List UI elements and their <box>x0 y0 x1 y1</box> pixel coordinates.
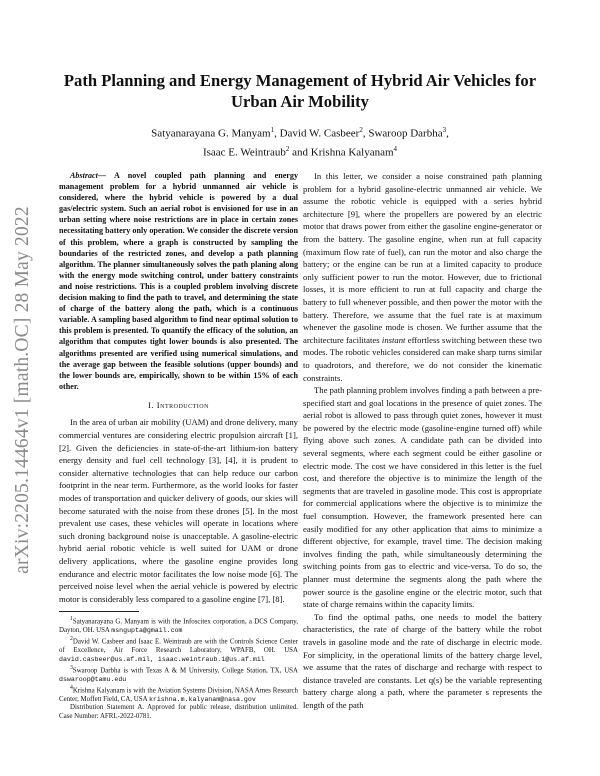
abstract <box>59 170 298 392</box>
footnote-5: Distribution Statement A. Approved for public release, distribution unlimited. Case Number: AFRL-2022-0781. <box>59 704 298 720</box>
author-name: Isaac E. Weintraub <box>202 146 286 159</box>
abstract-lead: Abstract <box>70 171 98 180</box>
author-name: Swaroop Darbha <box>368 127 443 140</box>
right-column <box>303 170 542 712</box>
author-name: Krishna Kalyanam <box>310 146 394 159</box>
abstract-text: — A novel coupled path planning and energy management problem for a hybrid unmanned air vehicle is considered, where the hybrid vehicle is powered by a dual gas/electric system. Such an aerial robot is envisioned for use in an urban setting where noise restrictions are in place in certain zones necessitating battery only operation. We consider the discrete version of this problem, where a graph is constructed by sampling the boundaries of the restricted zones, and develop a path planning algorithm. The planner simultaneously solves the path planing along with the energy mode switching control, under battery constraints and noise restrictions. This is a coupled problem involving discrete decision making to find the path to travel, and determining the state of charge of the battery along the path, which is a continuous variable. A sampling based algorithm to find near optimal solution to this problem is presented. To quantify the efficacy of the solution, an algorithm that computes tight lower bounds is also presented. The algorithms presented are verified using numerical simulations, and the average gap between the feasible solutions (upper bounds) and the lower bounds are, empirically, shown to be within 15% of each other. <box>59 171 298 391</box>
affiliation-mark: 3 <box>442 126 447 134</box>
author-name: Satyanarayana G. Manyam <box>151 127 271 140</box>
affiliation-mark: 2 <box>359 126 363 134</box>
affiliation-mark: 4 <box>393 144 398 153</box>
affiliation-mark: 1 <box>270 126 275 134</box>
body-paragraph-1: In this letter, we consider a noise constrained path planning problem for a hybrid gasoline-electric unmanned air vehicle. We assume the robotic vehicle is equipped with a series hybrid architecture [9], where the propellers are powered by an electric motor that draws power from either the gasoline engine-generator or from the battery. The gasoline engine, when run at full capacity (maximum flow rate of fuel), can run the motor and also charge the battery; or the engine can be run at a limited capacity to produce only sufficient power to run the motor. However, due to frictional losses, it is more efficient to run at full capacity and charge the battery to full whenever possible, and then power the motor with the battery. Therefore, we assume that the fuel rate is at maximum whenever the gasoline mode is chosen. We further assume that the architecture facilitates instant effortless switching between these two modes. The robotic vehicles considered can make sharp turns similar to quadrotors, and therefore, we do not consider the kinematic constraints. <box>303 171 542 383</box>
footnote-1: $^1$Satyanarayana G. Manyam is with the Infoscitex corporation, a DCS Company, Dayton, OH. USA msngupta@gmail.com <box>59 616 298 635</box>
author-block: Satyanarayana G. Manyam$^1$, David W. Casbeer$^2$, Swaroop Darbha$^3$, Isaac E. Weintraub$^2$ and Krishna Kalyanam$^4$ <box>151 126 449 159</box>
section-number: I. <box>148 399 155 410</box>
author-name: David W. Casbeer <box>279 127 360 140</box>
footnote-2: $^2$David W. Casbeer and Isaac E. Weintraub are with the Controls Science Center of Excellence, Air Force Research Laboratory, WPAFB, OH. USA david.casbeer@us.af.mil, isaac.weintraub.1@us.af.mil <box>59 636 298 663</box>
intro-paragraph: In the area of urban air mobility (UAM) and drone delivery, many commercial ventures are considering electric propulsion aircraft [1], [2]. Given the deficiencies in state-of-the-art lithium-ion battery energy density and fuel cell technology [3], [4], it is prudent to consider alternative technologies that can help reduce our carbon footprint in the near term. Furthermore, as the world looks for faster modes of transportation and quicker delivery of goods, our skies will become saturated with the noise from these drones [5]. In the most prevalent use cases, these vehicles will operate in locations where such droning background noise is unacceptable. A gasoline-electric hybrid aerial robotic vehicle is well suited for UAM or drone delivery applications, where the gasoline engine provides long endurance and electric motor facilitates the low noise mode [6]. The perceived noise level when the aerial vehicle is powered by electric motor is considerably less compared to a gasoline engine [7], [8]. <box>59 417 298 604</box>
footnote-4: $^4$Krishna Kalyanam is with the Aviation Systems Division, NASA Ames Research Center, Moffett Field, CA, USA krishna.m.kalyanam@nasa.gov <box>59 685 298 703</box>
body-paragraph-3: To find the optimal paths, one needs to model the battery characteristics, the rate of charge of the battery while the robot travels in gasoline mode and the rate of discharge in electric mode. For simplicity, in the operational limits of the battery charge level, we assume that the rates of discharge and recharge with respect to distance traveled are constants. Let q(s) be the variable representing battery charge along a path, where the parameter s represents the length of the path <box>303 611 542 710</box>
footnote-rule <box>59 611 139 612</box>
affiliation-mark: 2 <box>285 144 290 153</box>
section-heading <box>59 399 298 412</box>
footnote-3: $^3$Swaroop Darbha is with Texas A & M University, College Station, TX, USA dswaroop@tamu.edu <box>59 665 298 683</box>
body-paragraph-2: The path planning problem involves finding a path between a pre-specified start and goal locations in the presence of quiet zones. The aerial robot is allowed to pass through quiet zones, however it must be powered by the electric mode (gasoline-engine turned off) while flying above such zones. A candidate path can be divided into several segments, where each segment could be either gasoline or electric mode. The cost we have considered in this letter is the fuel cost, and therefore the objective is to minimize the length of the segments that are traveled in gasoline mode. This cost is appropriate for commercial applications where the objective is to minimize the fuel consumption. However, the framework presented here can easily modified for any other application that aims to minimize a different objective, for example, travel time. The decision making involves finding the path, while simultaneously determining the switching points from gas to electric and vice-versa. To do so, the planner must determine the segments along the path where the power source is the gasoline engine or the electric motor, such that state of charge remains within the capacity limits. <box>303 385 543 610</box>
arxiv-watermark <box>8 205 38 575</box>
section-title: Introduction <box>156 399 209 410</box>
paper-title: Path Planning and Energy Management of Hybrid Air Vehicles for Urban Air Mobility <box>63 71 537 111</box>
left-column <box>59 170 298 721</box>
arxiv-id: arXiv:2205.14464v1 [math.OC] 28 May 2022 <box>12 206 33 574</box>
